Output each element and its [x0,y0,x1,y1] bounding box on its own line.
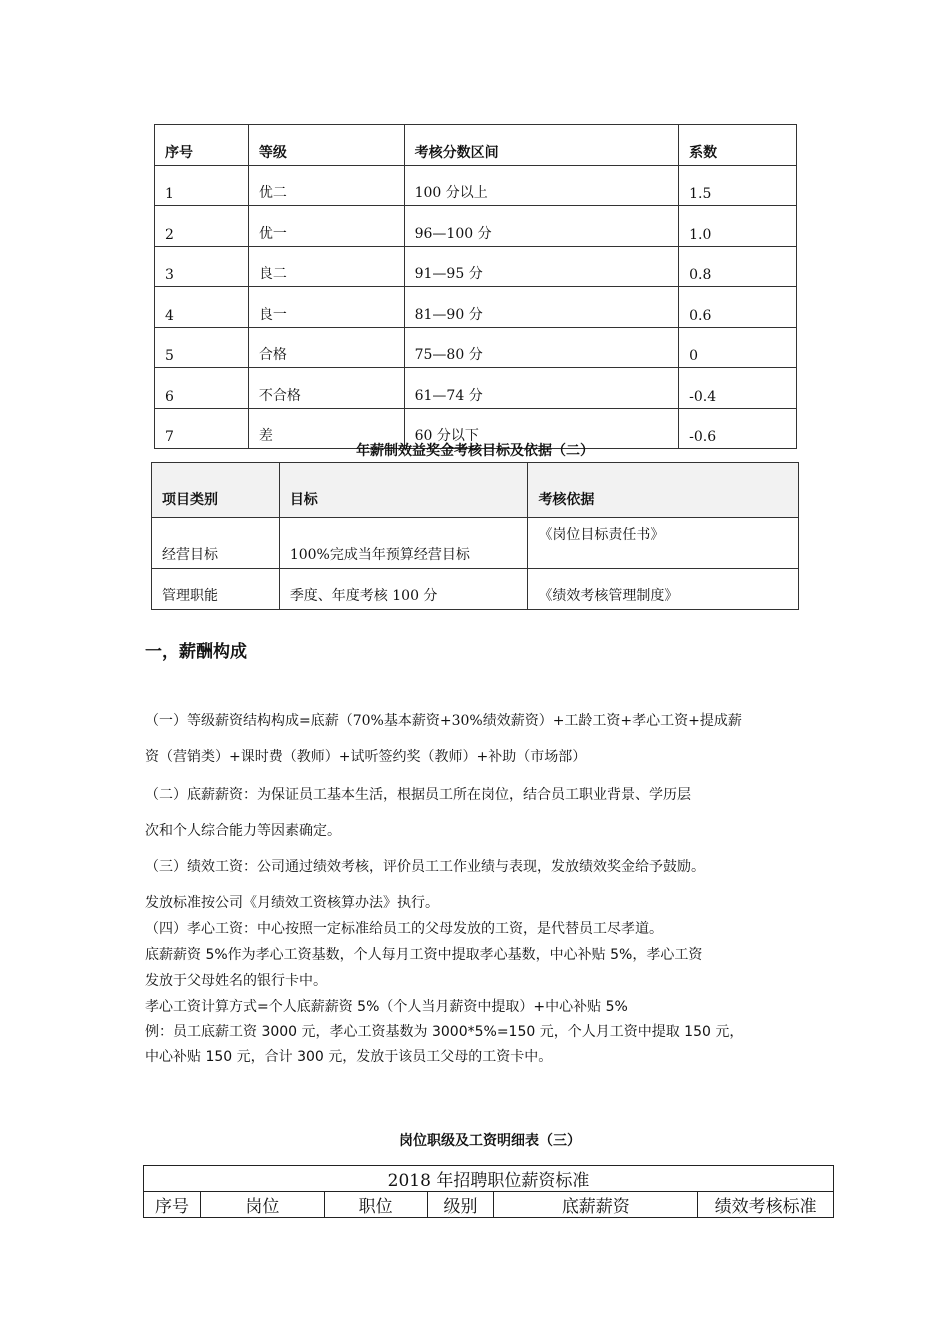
paragraph-line: 底薪薪资 5%作为孝心工资基数，个人每月工资中提取孝心基数，中心补贴 5%，孝心工资 [145,947,703,963]
grade-coefficient-table [154,124,797,449]
salary-standard-table [143,1165,834,1218]
table-row [152,518,799,569]
table-header-row [152,463,799,518]
table-cell: 管理职能 [152,569,280,610]
header-cell: 序号 [144,1192,201,1218]
header-cell: 项目类别 [152,463,280,518]
table-cell: 100 分以上 [404,165,679,206]
header-cell: 考核分数区间 [404,125,679,166]
header-cell: 职位 [324,1192,427,1218]
table3-title: 岗位职级及工资明细表（三） [399,1133,581,1149]
bonus-target-table [151,462,799,610]
table-cell: 《绩效考核管理制度》 [528,569,799,610]
header-cell: 级别 [427,1192,494,1218]
table-cell: 75—80 分 [404,327,679,368]
table-cell: 4 [155,287,249,328]
table-cell: 60 分以下 [404,408,679,449]
table-caption: 2018 年招聘职位薪资标准 [144,1166,834,1192]
table-cell: 《岗位目标责任书》 [528,518,799,569]
table-caption-row [144,1166,834,1192]
table2-title: 年薪制效益奖金考核目标及依据（二） [356,443,594,459]
table-row [155,246,797,287]
paragraph-line: 资（营销类）+课时费（教师）+试听签约奖（教师）+补助（市场部） [145,749,587,765]
table-cell: 6 [155,368,249,409]
table-cell: 0.8 [679,246,797,287]
table-cell: 合格 [248,327,404,368]
table-cell: 季度、年度考核 100 分 [279,569,528,610]
table-cell: 61—74 分 [404,368,679,409]
header-cell: 岗位 [200,1192,324,1218]
table-cell: 5 [155,327,249,368]
table-cell: 不合格 [248,368,404,409]
table-cell: 2 [155,206,249,247]
paragraph-line: 发放于父母姓名的银行卡中。 [145,973,327,989]
paragraph-line: （三）绩效工资：公司通过绩效考核，评价员工工作业绩与表现，发放绩效奖金给予鼓励。 [145,859,705,875]
table-row [155,165,797,206]
table-cell: 优一 [248,206,404,247]
table-row [152,569,799,610]
paragraph-line: 孝心工资计算方式=个人底薪薪资 5%（个人当月薪资中提取）+中心补贴 5% [145,999,628,1015]
table-cell: 优二 [248,165,404,206]
header-cell: 底薪薪资 [494,1192,698,1218]
header-cell: 等级 [248,125,404,166]
table-cell: 1.5 [679,165,797,206]
header-cell: 系数 [679,125,797,166]
table-cell: 0.6 [679,287,797,328]
table-cell: 3 [155,246,249,287]
table-cell: 1.0 [679,206,797,247]
table-header-row [144,1192,834,1218]
header-cell: 考核依据 [528,463,799,518]
table-cell: 1 [155,165,249,206]
paragraph-line: （四）孝心工资：中心按照一定标准给员工的父母发放的工资，是代替员工尽孝道。 [145,921,663,937]
table-row [155,206,797,247]
paragraph-line: 发放标准按公司《月绩效工资核算办法》执行。 [145,895,439,911]
table-cell: -0.6 [679,408,797,449]
table-row [155,327,797,368]
table-row [155,368,797,409]
table-cell: 良一 [248,287,404,328]
paragraph-line: 例：员工底薪工资 3000 元，孝心工资基数为 3000*5%=150 元，个人月工资中提取 150 元， [145,1024,744,1040]
table-cell: 7 [155,408,249,449]
table-cell: 差 [248,408,404,449]
paragraph-line: （一）等级薪资结构构成=底薪（70%基本薪资+30%绩效薪资）+工龄工资+孝心工资+提成薪 [145,713,742,729]
paragraph-line: 中心补贴 150 元，合计 300 元，发放于该员工父母的工资卡中。 [145,1049,553,1065]
paragraph-line: 次和个人综合能力等因素确定。 [145,823,341,839]
table-cell: -0.4 [679,368,797,409]
table-cell: 91—95 分 [404,246,679,287]
table-row [155,287,797,328]
table-cell: 0 [679,327,797,368]
table-cell: 经营目标 [152,518,280,569]
section-heading: 一，薪酬构成 [145,642,247,662]
table-header-row [155,125,797,166]
paragraph-line: （二）底薪薪资：为保证员工基本生活，根据员工所在岗位，结合员工职业背景、学历层 [145,787,691,803]
header-cell: 目标 [279,463,528,518]
table-cell: 100%完成当年预算经营目标 [279,518,528,569]
header-cell: 序号 [155,125,249,166]
table-cell: 96—100 分 [404,206,679,247]
table-cell: 良二 [248,246,404,287]
header-cell: 绩效考核标准 [698,1192,834,1218]
table-cell: 81—90 分 [404,287,679,328]
